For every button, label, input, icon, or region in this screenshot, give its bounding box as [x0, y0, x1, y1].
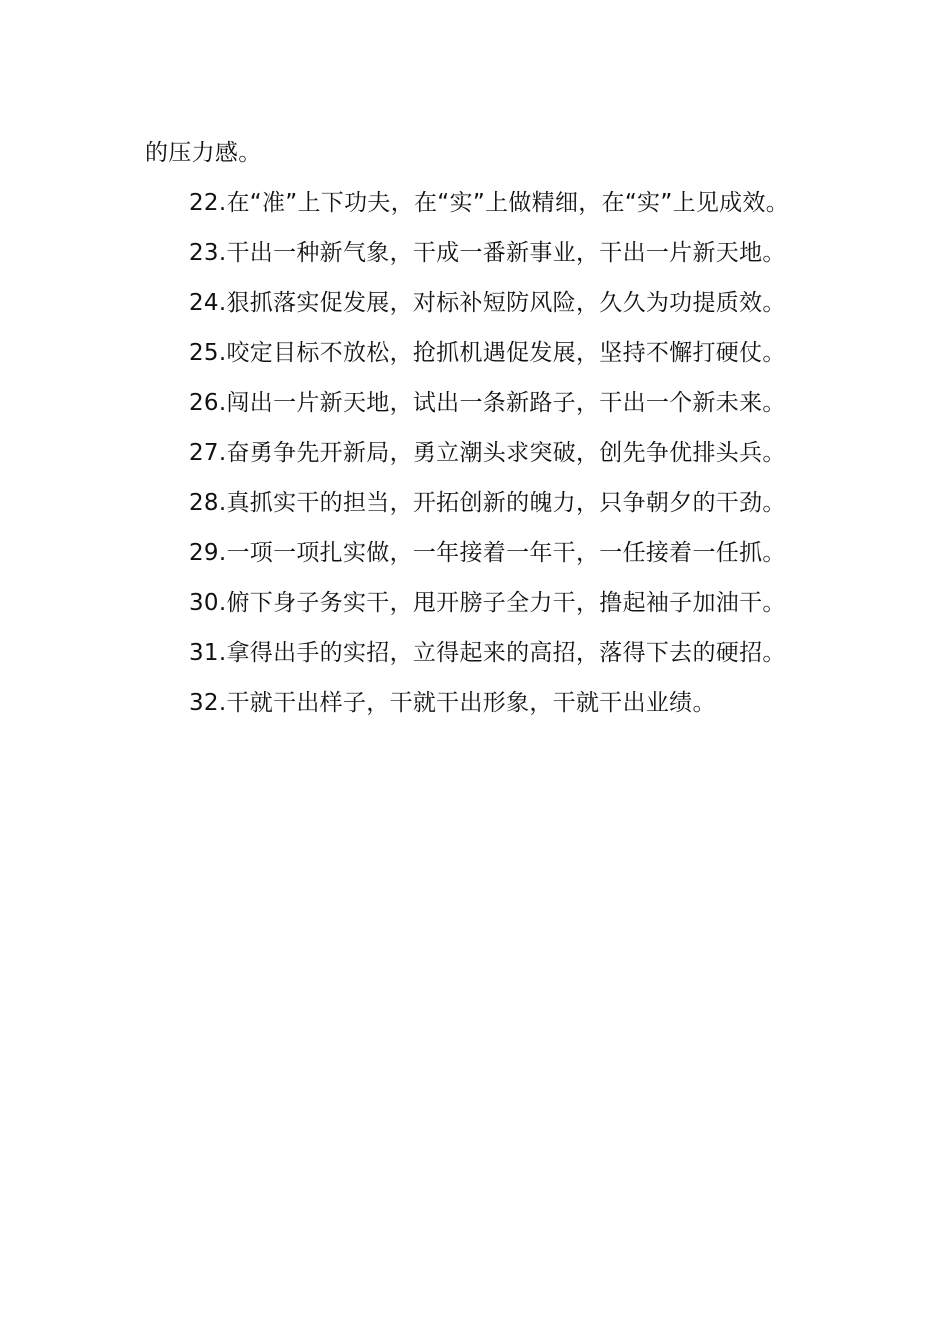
- paragraph-item-25: 25.咬定目标不放松，抢抓机遇促发展，坚持不懈打硬仗。: [189, 340, 786, 366]
- paragraph-item-31: 31.拿得出手的实招，立得起来的高招，落得下去的硬招。: [189, 640, 786, 666]
- paragraph-item-32: 32.干就干出样子，干就干出形象，干就干出业绩。: [189, 690, 716, 716]
- paragraph-item-22: 22.在“准”上下功夫，在“实”上做精细，在“实”上见成效。: [189, 190, 790, 216]
- document-body: [145, 128, 810, 728]
- paragraph-item-28: 28.真抓实干的担当，开拓创新的魄力，只争朝夕的干劲。: [189, 490, 786, 516]
- paragraph-item-30: 30.俯下身子务实干，甩开膀子全力干，撸起袖子加油干。: [189, 590, 786, 616]
- paragraph-item-26: 26.闯出一片新天地，试出一条新路子，干出一个新未来。: [189, 390, 786, 416]
- paragraph-item-29: 29.一项一项扎实做，一年接着一年干，一任接着一任抓。: [189, 540, 786, 566]
- paragraph-continuation: 的压力感。: [145, 140, 262, 166]
- paragraph-item-27: 27.奋勇争先开新局，勇立潮头求突破，创先争优排头兵。: [189, 440, 786, 466]
- paragraph-item-24: 24.狠抓落实促发展，对标补短防风险，久久为功提质效。: [189, 290, 786, 316]
- paragraph-item-23: 23.干出一种新气象，干成一番新事业，干出一片新天地。: [189, 240, 786, 266]
